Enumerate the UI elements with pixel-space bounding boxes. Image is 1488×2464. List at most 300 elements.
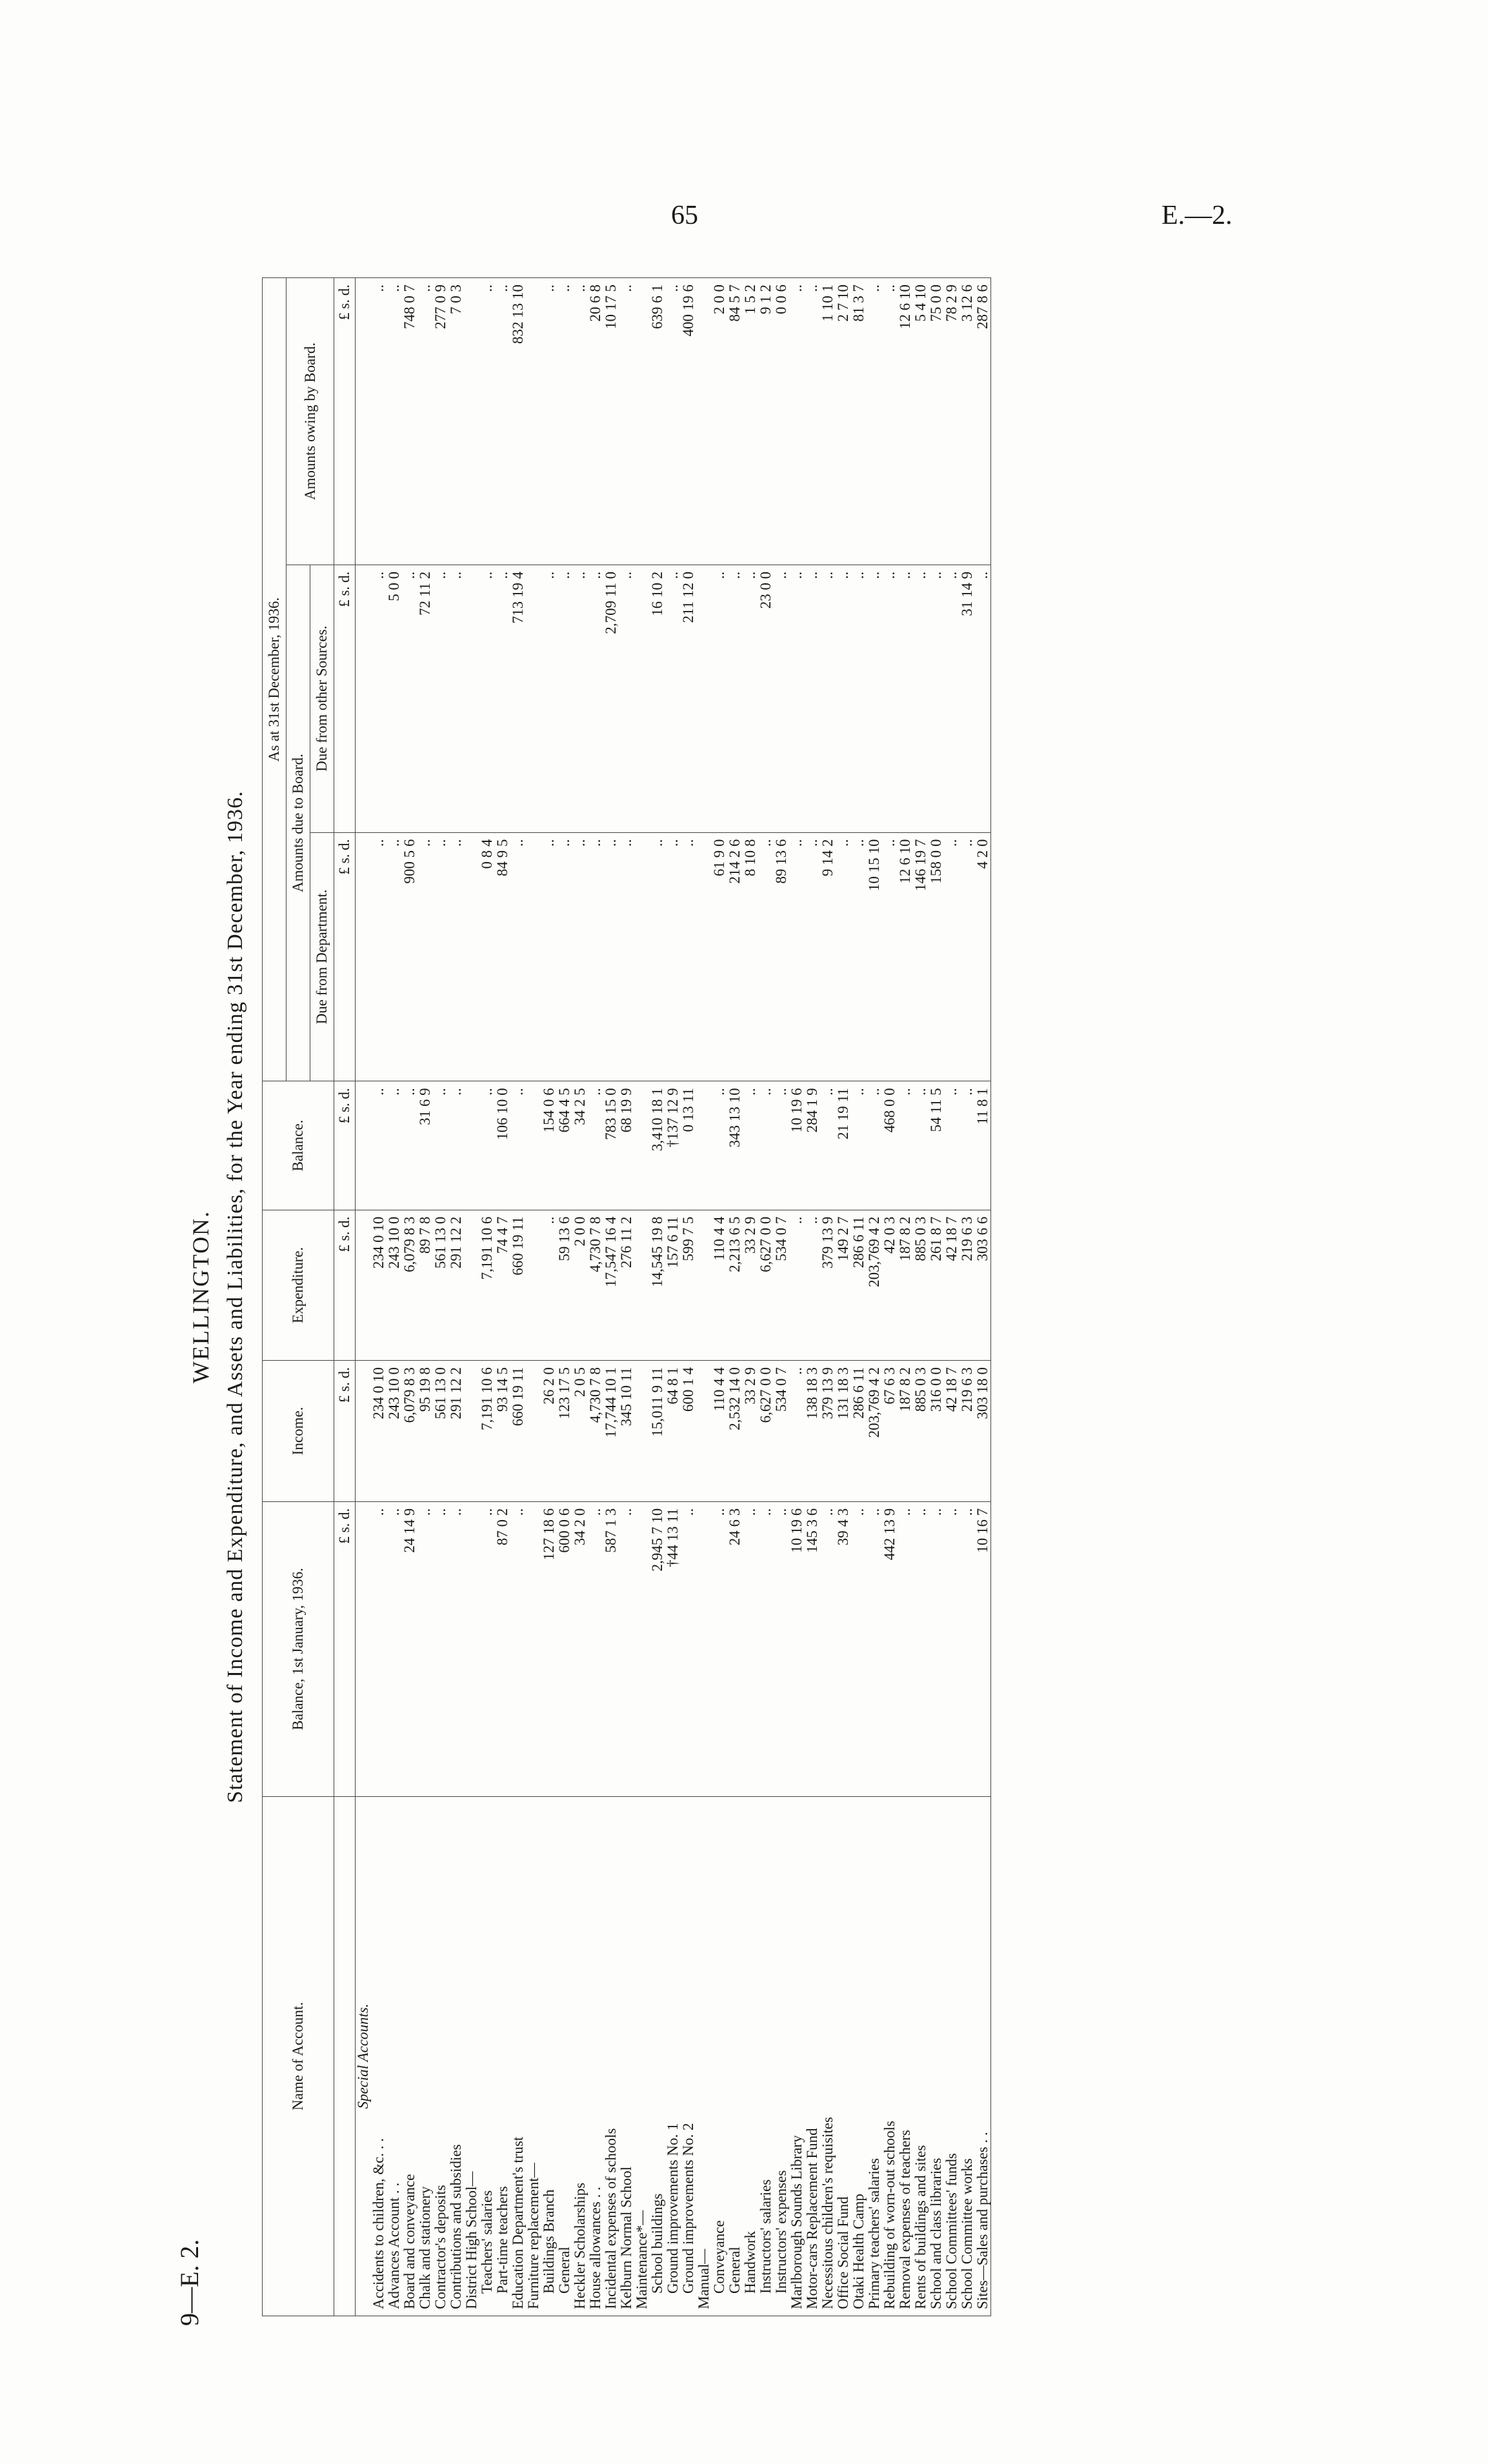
cell-ow: .. (789, 278, 805, 565)
cell-ow: 639 6 1 (650, 278, 665, 565)
cell-do (356, 565, 372, 832)
units-label: £ s. d. (334, 832, 356, 1081)
cell-e: 59 13 6 (557, 1210, 572, 1361)
cell-i: 187 8 2 (898, 1361, 913, 1502)
cell-e: 599 7 5 (681, 1210, 696, 1361)
cell-do: .. (929, 565, 944, 832)
cell-e: 286 6 11 (851, 1210, 867, 1361)
cell-i: 303 18 0 (975, 1361, 991, 1502)
cell-do: .. (867, 565, 882, 832)
table-row (479, 278, 495, 2316)
units-label: £ s. d. (334, 1361, 356, 1502)
table-row (681, 278, 696, 2316)
account-name: Ground improvements No. 1 (665, 1797, 681, 2316)
cell-b: .. (929, 1501, 944, 1796)
cell-ow: .. (665, 278, 681, 565)
table-row (789, 278, 805, 2316)
cell-e: 2,213 6 5 (727, 1210, 743, 1361)
cell-do (526, 565, 541, 832)
cell-do: .. (743, 565, 758, 832)
cell-e: .. (541, 1210, 557, 1361)
account-name: School buildings (650, 1797, 665, 2316)
cell-b: .. (851, 1501, 867, 1796)
account-name: Sites—Sales and purchases . . (975, 1797, 991, 2316)
cell-i: 345 10 11 (619, 1361, 634, 1502)
cell-ow: 5 4 10 (913, 278, 929, 565)
cell-b: .. (758, 1501, 774, 1796)
cell-i: 67 6 3 (882, 1361, 898, 1502)
table-row (387, 278, 402, 2316)
cell-b: .. (588, 1501, 603, 1796)
cell-i: 286 6 11 (851, 1361, 867, 1502)
cell-bal: 783 15 0 (603, 1081, 619, 1210)
table-row (557, 278, 572, 2316)
account-name: District High School— (464, 1797, 479, 2316)
cell-ow: 9 1 2 (758, 278, 774, 565)
cell-ow: 10 17 5 (603, 278, 619, 565)
cell-b: .. (867, 1501, 882, 1796)
account-name: Incidental expenses of schools (603, 1797, 619, 2316)
cell-e: 660 19 11 (510, 1210, 526, 1361)
cell-i: 243 10 0 (387, 1361, 402, 1502)
cell-bal: .. (913, 1081, 929, 1210)
table-row (929, 278, 944, 2316)
cell-dd: .. (836, 832, 851, 1081)
account-name: Board and conveyance (402, 1797, 417, 2316)
table-row (898, 278, 913, 2316)
cell-b (464, 1501, 479, 1796)
cell-b: .. (712, 1501, 727, 1796)
account-name: Handwork (743, 1797, 758, 2316)
cell-ow: .. (882, 278, 898, 565)
table-row (820, 278, 836, 2316)
cell-b: .. (898, 1501, 913, 1796)
account-name: Advances Account . . (387, 1797, 402, 2316)
cell-bal: .. (479, 1081, 495, 1210)
cell-i: 219 6 3 (960, 1361, 975, 1502)
cell-i (696, 1361, 712, 1502)
cell-i (464, 1361, 479, 1502)
cell-i: 17,744 10 1 (603, 1361, 619, 1502)
rotated-statement (181, 265, 1226, 2329)
units-label: £ s. d. (334, 1210, 356, 1361)
cell-i (526, 1361, 541, 1502)
cell-b (356, 1501, 372, 1796)
cell-e: 885 0 3 (913, 1210, 929, 1361)
cell-dd: .. (557, 832, 572, 1081)
cell-i: 379 13 9 (820, 1361, 836, 1502)
cell-i: 110 4 4 (712, 1361, 727, 1502)
cell-dd: .. (603, 832, 619, 1081)
cell-i: 4,730 7 8 (588, 1361, 603, 1502)
cell-dd (526, 832, 541, 1081)
cell-bal: .. (588, 1081, 603, 1210)
account-name: Rebuilding of worn-out schools (882, 1797, 898, 2316)
cell-do: 31 14 9 (960, 565, 975, 832)
cell-i: .. (789, 1361, 805, 1502)
cell-e: 4,730 7 8 (588, 1210, 603, 1361)
account-name: Special Accounts. (356, 1797, 372, 2316)
cell-b: 10 19 6 (789, 1501, 805, 1796)
cell-e: 219 6 3 (960, 1210, 975, 1361)
cell-ow: .. (387, 278, 402, 565)
account-name: General (727, 1797, 743, 2316)
account-name: Maintenance*— (634, 1797, 650, 2316)
cell-do: .. (572, 565, 588, 832)
cell-bal (696, 1081, 712, 1210)
cell-e (526, 1210, 541, 1361)
cell-bal (526, 1081, 541, 1210)
account-name: General (557, 1797, 572, 2316)
account-name: Necessitous children's requisites (820, 1797, 836, 2316)
cell-do: 23 0 0 (758, 565, 774, 832)
cell-e: 243 10 0 (387, 1210, 402, 1361)
cell-bal: .. (371, 1081, 387, 1210)
cell-do: .. (479, 565, 495, 832)
account-name: Conveyance (712, 1797, 727, 2316)
cell-b: .. (433, 1501, 448, 1796)
table-row (634, 278, 650, 2316)
cell-e (634, 1210, 650, 1361)
cell-ow: 832 13 10 (510, 278, 526, 565)
cell-b: 24 14 9 (402, 1501, 417, 1796)
table-row (758, 278, 774, 2316)
units-blank (334, 1797, 356, 2316)
cell-dd: .. (371, 832, 387, 1081)
cell-bal (464, 1081, 479, 1210)
cell-i: 2,532 14 0 (727, 1361, 743, 1502)
cell-b (696, 1501, 712, 1796)
cell-dd: .. (882, 832, 898, 1081)
cell-ow: .. (557, 278, 572, 565)
cell-dd (634, 832, 650, 1081)
header-expenditure: Expenditure. (263, 1210, 334, 1361)
cell-dd: .. (448, 832, 464, 1081)
cell-dd: 10 15 10 (867, 832, 882, 1081)
cell-b: 145 3 6 (805, 1501, 820, 1796)
cell-do: .. (805, 565, 820, 832)
cell-dd: .. (960, 832, 975, 1081)
cell-do (464, 565, 479, 832)
cell-e (696, 1210, 712, 1361)
cell-i: 203,769 4 2 (867, 1361, 882, 1502)
table-row (805, 278, 820, 2316)
account-name: Buildings Branch (541, 1797, 557, 2316)
cell-dd: .. (851, 832, 867, 1081)
cell-do: .. (820, 565, 836, 832)
cell-do: .. (727, 565, 743, 832)
cell-i: 534 0 7 (774, 1361, 789, 1502)
cell-b: .. (371, 1501, 387, 1796)
cell-do: .. (402, 565, 417, 832)
cell-b: 587 1 3 (603, 1501, 619, 1796)
cell-bal: 3,410 18 1 (650, 1081, 665, 1210)
cell-dd: .. (758, 832, 774, 1081)
cell-dd: .. (541, 832, 557, 1081)
cell-do: 713 19 4 (510, 565, 526, 832)
cell-dd: .. (588, 832, 603, 1081)
cell-i: 600 1 4 (681, 1361, 696, 1502)
cell-dd: .. (387, 832, 402, 1081)
table-row (619, 278, 634, 2316)
cell-i (634, 1361, 650, 1502)
cell-ow: 287 8 6 (975, 278, 991, 565)
cell-bal (356, 1081, 372, 1210)
cell-bal: .. (448, 1081, 464, 1210)
cell-bal: .. (510, 1081, 526, 1210)
table-row (650, 278, 665, 2316)
account-name: Education Department's trust (510, 1797, 526, 2316)
cell-i: 7,191 10 6 (479, 1361, 495, 1502)
cell-ow: 400 19 6 (681, 278, 696, 565)
cell-dd: 9 14 2 (820, 832, 836, 1081)
cell-do: .. (619, 565, 634, 832)
account-name: House allowances . . (588, 1797, 603, 2316)
cell-dd: 214 2 6 (727, 832, 743, 1081)
table-row (356, 278, 372, 2316)
cell-b (634, 1501, 650, 1796)
account-name: Heckler Scholarships (572, 1797, 588, 2316)
cell-bal: 0 13 11 (681, 1081, 696, 1210)
cell-b: .. (743, 1501, 758, 1796)
cell-e: 187 8 2 (898, 1210, 913, 1361)
cell-dd: .. (572, 832, 588, 1081)
cell-do: 2,709 11 0 (603, 565, 619, 832)
cell-do: 72 11 2 (417, 565, 433, 832)
cell-dd: .. (944, 832, 960, 1081)
cell-e: 203,769 4 2 (867, 1210, 882, 1361)
cell-b: .. (944, 1501, 960, 1796)
cell-b: 10 16 7 (975, 1501, 991, 1796)
table-row (851, 278, 867, 2316)
cell-ow: .. (371, 278, 387, 565)
cell-e (356, 1210, 372, 1361)
account-name: Instructors' expenses (774, 1797, 789, 2316)
cell-e: 74 4 7 (495, 1210, 510, 1361)
cell-dd: .. (681, 832, 696, 1081)
table-row (944, 278, 960, 2316)
table-row (603, 278, 619, 2316)
header-due-dept: Due from Department. (310, 832, 334, 1081)
account-name: Kelburn Normal School (619, 1797, 634, 2316)
cell-b: .. (681, 1501, 696, 1796)
cell-do: .. (495, 565, 510, 832)
cell-e: .. (789, 1210, 805, 1361)
cell-ow: 78 2 9 (944, 278, 960, 565)
cell-i: 138 18 3 (805, 1361, 820, 1502)
cell-ow (696, 278, 712, 565)
table-row (371, 278, 387, 2316)
cell-i: 316 0 0 (929, 1361, 944, 1502)
cell-ow: .. (479, 278, 495, 565)
cell-bal: .. (387, 1081, 402, 1210)
cell-bal: 54 11 5 (929, 1081, 944, 1210)
cell-dd: 4 2 0 (975, 832, 991, 1081)
cell-bal: 34 2 5 (572, 1081, 588, 1210)
cell-bal: .. (898, 1081, 913, 1210)
cell-bal: 10 19 6 (789, 1081, 805, 1210)
cell-ow: 2 7 10 (836, 278, 851, 565)
cell-b (526, 1501, 541, 1796)
cell-bal (634, 1081, 650, 1210)
cell-b: .. (510, 1501, 526, 1796)
account-name: Instructors' salaries (758, 1797, 774, 2316)
cell-dd (356, 832, 372, 1081)
account-name: Ground improvements No. 2 (681, 1797, 696, 2316)
header-balance-open: Balance, 1st January, 1936. (263, 1501, 334, 1796)
cell-bal: 68 19 9 (619, 1081, 634, 1210)
cell-i: 561 13 0 (433, 1361, 448, 1502)
cell-b: 127 18 6 (541, 1501, 557, 1796)
cell-ow (526, 278, 541, 565)
cell-e: 6,627 0 0 (758, 1210, 774, 1361)
cell-dd: .. (510, 832, 526, 1081)
table-row (665, 278, 681, 2316)
cell-bal: .. (960, 1081, 975, 1210)
cell-bal: .. (743, 1081, 758, 1210)
cell-ow: .. (805, 278, 820, 565)
page-number: 65 (671, 201, 698, 230)
account-name: School Committees' funds (944, 1797, 960, 2316)
account-name: Furniture replacement— (526, 1797, 541, 2316)
cell-ow: 84 5 7 (727, 278, 743, 565)
account-name: School and class libraries (929, 1797, 944, 2316)
cell-dd: .. (789, 832, 805, 1081)
cell-e: 157 6 11 (665, 1210, 681, 1361)
cell-dd: 8 10 8 (743, 832, 758, 1081)
cell-bal: 343 13 10 (727, 1081, 743, 1210)
table-row (960, 278, 975, 2316)
table-row (541, 278, 557, 2316)
cell-do: .. (541, 565, 557, 832)
cell-ow: 3 12 6 (960, 278, 975, 565)
cell-i: 885 0 3 (913, 1361, 929, 1502)
cell-do: .. (665, 565, 681, 832)
cell-b: .. (774, 1501, 789, 1796)
account-name: Office Social Fund (836, 1797, 851, 2316)
cell-e: 276 11 2 (619, 1210, 634, 1361)
cell-do: .. (898, 565, 913, 832)
header-name: Name of Account. (263, 1797, 334, 2316)
units-label: £ s. d. (334, 278, 356, 565)
cell-i: 6,627 0 0 (758, 1361, 774, 1502)
table-row (464, 278, 479, 2316)
cell-e: 42 18 7 (944, 1210, 960, 1361)
cell-e: 149 2 7 (836, 1210, 851, 1361)
table-row (433, 278, 448, 2316)
units-label: £ s. d. (334, 565, 356, 832)
header-as-at: As at 31st December, 1936. (263, 278, 287, 1081)
cell-do: .. (448, 565, 464, 832)
cell-do: .. (913, 565, 929, 832)
cell-dd: 146 19 7 (913, 832, 929, 1081)
table-row (727, 278, 743, 2316)
cell-ow: 7 0 3 (448, 278, 464, 565)
cell-e: 379 13 9 (820, 1210, 836, 1361)
account-name: Chalk and stationery (417, 1797, 433, 2316)
cell-dd: .. (417, 832, 433, 1081)
account-name: Part-time teachers (495, 1797, 510, 2316)
table-body (356, 278, 991, 2316)
cell-dd: .. (619, 832, 634, 1081)
cell-do: .. (433, 565, 448, 832)
cell-b: .. (913, 1501, 929, 1796)
cell-ow: 12 6 10 (898, 278, 913, 565)
table-row (882, 278, 898, 2316)
cell-do: .. (944, 565, 960, 832)
cell-ow: 75 0 0 (929, 278, 944, 565)
cell-bal: .. (820, 1081, 836, 1210)
header-owing: Amounts owing by Board. (287, 278, 334, 565)
table-row (526, 278, 541, 2316)
cell-bal: .. (758, 1081, 774, 1210)
cell-e: 89 7 8 (417, 1210, 433, 1361)
cell-bal: 11 8 1 (975, 1081, 991, 1210)
header-due-to-board: Amounts due to Board. (287, 565, 310, 1081)
table-row (495, 278, 510, 2316)
cell-bal: 106 10 0 (495, 1081, 510, 1210)
account-name: Primary teachers' salaries (867, 1797, 882, 2316)
cell-i: 33 2 9 (743, 1361, 758, 1502)
cell-b: 34 2 0 (572, 1501, 588, 1796)
cell-i: 2 0 5 (572, 1361, 588, 1502)
cell-ow: 277 0 9 (433, 278, 448, 565)
cell-bal: .. (944, 1081, 960, 1210)
cell-do: 211 12 0 (681, 565, 696, 832)
account-name: Teachers' salaries (479, 1797, 495, 2316)
cell-i: 42 18 7 (944, 1361, 960, 1502)
account-name: Removal expenses of teachers (898, 1797, 913, 2316)
cell-bal: .. (851, 1081, 867, 1210)
cell-i: 123 17 5 (557, 1361, 572, 1502)
cell-ow: .. (417, 278, 433, 565)
cell-ow (464, 278, 479, 565)
table-row (975, 278, 991, 2316)
table-row (696, 278, 712, 2316)
cell-b: 24 6 3 (727, 1501, 743, 1796)
cell-ow: 1 10 1 (820, 278, 836, 565)
cell-dd: 89 13 6 (774, 832, 789, 1081)
cell-do: .. (371, 565, 387, 832)
cell-i: 131 18 3 (836, 1361, 851, 1502)
table-row (402, 278, 417, 2316)
cell-ow (634, 278, 650, 565)
table-row (774, 278, 789, 2316)
header-balance: Balance. (263, 1081, 334, 1210)
statement-title: Statement of Income and Expenditure, and Assets and Liabilities, for the Year ending 31st December, 1936. (223, 790, 247, 1803)
cell-ow: 748 0 7 (402, 278, 417, 565)
region-title: WELLINGTON. (188, 1210, 214, 1384)
table-row (572, 278, 588, 2316)
cell-e: 33 2 9 (743, 1210, 758, 1361)
cell-do: .. (774, 565, 789, 832)
table-row (588, 278, 603, 2316)
cell-dd: 0 8 4 (479, 832, 495, 1081)
table-row (712, 278, 727, 2316)
cell-bal: .. (433, 1081, 448, 1210)
cell-e: 291 12 2 (448, 1210, 464, 1361)
cell-i: 291 12 2 (448, 1361, 464, 1502)
cell-bal: †137 12 9 (665, 1081, 681, 1210)
cell-do: .. (588, 565, 603, 832)
units-label: £ s. d. (334, 1501, 356, 1796)
table-row (510, 278, 526, 2316)
account-name: Contractor's deposits (433, 1797, 448, 2316)
units-label: £ s. d. (334, 1081, 356, 1210)
cell-ow: 2 0 0 (712, 278, 727, 565)
table-row (743, 278, 758, 2316)
header-due-other: Due from other Sources. (310, 565, 334, 832)
